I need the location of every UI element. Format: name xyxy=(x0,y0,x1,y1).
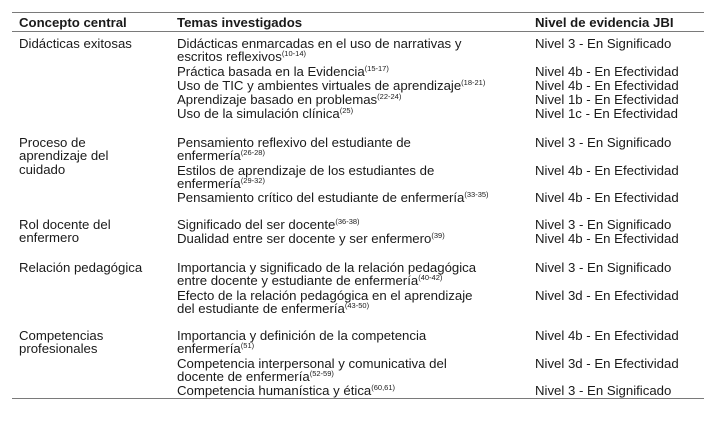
concept-cell xyxy=(19,218,111,245)
reference-superscript: (29-32) xyxy=(240,176,265,186)
theme-text: enfermería xyxy=(177,176,241,192)
evidence-level-cell: Nivel 1b - En Efectividad xyxy=(535,92,679,107)
evidence-level-cell: Nivel 4b - En Efectividad xyxy=(535,163,679,178)
theme-text: Estilos de aprendizaje de los estudiantes de xyxy=(177,163,435,178)
concept-cell xyxy=(19,136,108,176)
theme-line xyxy=(177,65,389,78)
evidence-level-cell: Nivel 4b - En Efectividad xyxy=(535,231,679,246)
reference-superscript: (18-21) xyxy=(461,78,486,87)
theme-text: entre docente y estudiante de enfermería xyxy=(177,273,419,289)
theme-text: Competencia humanística y ética xyxy=(177,383,372,398)
theme-text: Didácticas enmarcadas en el uso de narrativas y xyxy=(177,36,462,51)
theme-cell xyxy=(177,164,434,191)
reference-superscript: (25) xyxy=(339,106,354,115)
concept-line: enfermero xyxy=(19,230,80,246)
header-themes: Temas investigados xyxy=(177,15,303,30)
theme-cell xyxy=(177,218,360,231)
reference-superscript: (51) xyxy=(240,341,255,351)
theme-cell xyxy=(177,191,489,204)
theme-line xyxy=(177,218,360,231)
theme-line xyxy=(177,50,461,63)
theme-text: Importancia y definición de la competencia xyxy=(177,328,427,343)
theme-line xyxy=(177,93,401,106)
theme-line xyxy=(177,289,472,302)
theme-text: del estudiante de enfermería xyxy=(177,301,345,317)
theme-line xyxy=(177,302,472,315)
theme-cell xyxy=(177,357,447,384)
evidence-level-cell: Nivel 3 - En Significado xyxy=(535,383,672,398)
theme-line xyxy=(177,261,476,274)
theme-cell xyxy=(177,93,401,106)
theme-text: Dualidad entre ser docente y ser enfermero xyxy=(177,231,432,246)
theme-line xyxy=(177,191,489,204)
theme-line xyxy=(177,274,476,287)
theme-line xyxy=(177,136,411,149)
theme-line xyxy=(177,37,461,50)
theme-cell xyxy=(177,37,461,64)
theme-cell xyxy=(177,329,426,356)
theme-line xyxy=(177,370,447,383)
concept-line: Rol docente del xyxy=(19,217,111,232)
theme-text: Pensamiento reflexivo del estudiante de xyxy=(177,135,411,150)
theme-text: Práctica basada en la Evidencia xyxy=(177,64,365,79)
theme-line xyxy=(177,329,426,342)
theme-line xyxy=(177,177,434,190)
bottom-rule xyxy=(12,398,704,399)
theme-text: Uso de TIC y ambientes virtuales de aprendizaje xyxy=(177,78,462,93)
concept-line: aprendizaje del xyxy=(19,148,109,164)
evidence-level-cell: Nivel 4b - En Efectividad xyxy=(535,64,679,79)
reference-superscript: (15-17) xyxy=(364,64,389,73)
theme-text: enfermería xyxy=(177,341,241,357)
evidence-level-cell: Nivel 3 - En Significado xyxy=(535,135,672,150)
reference-superscript: (36-38) xyxy=(335,217,360,226)
theme-text: Uso de la simulación clínica xyxy=(177,106,340,121)
concept-line: Proceso de xyxy=(19,135,86,150)
evidence-level-cell: Nivel 3 - En Significado xyxy=(535,217,672,232)
concept-line: Relación pedagógica xyxy=(19,260,143,275)
theme-cell xyxy=(177,232,445,245)
reference-superscript: (39) xyxy=(431,231,445,240)
evidence-level-cell: Nivel 4b - En Efectividad xyxy=(535,78,679,93)
concept-line: profesionales xyxy=(19,341,98,357)
concept-cell xyxy=(19,37,132,50)
theme-line xyxy=(177,384,395,397)
concept-line: Didácticas exitosas xyxy=(19,36,132,51)
reference-superscript: (60,61) xyxy=(371,383,396,392)
theme-line xyxy=(177,164,434,177)
theme-cell xyxy=(177,261,476,288)
reference-superscript: (10-14) xyxy=(281,49,306,59)
theme-line xyxy=(177,149,411,162)
evidence-level-cell: Nivel 3d - En Efectividad xyxy=(535,356,679,371)
theme-text: Efecto de la relación pedagógica en el aprendizaje xyxy=(177,288,473,303)
evidence-level-cell: Nivel 3d - En Efectividad xyxy=(535,288,679,303)
theme-text: Significado del ser docente xyxy=(177,217,336,232)
evidence-level-cell: Nivel 4b - En Efectividad xyxy=(535,190,679,205)
evidence-level-cell: Nivel 4b - En Efectividad xyxy=(535,328,679,343)
theme-text: Competencia interpersonal y comunicativa del xyxy=(177,356,447,371)
theme-cell xyxy=(177,136,411,163)
theme-line xyxy=(177,342,426,355)
reference-superscript: (52-59) xyxy=(309,369,334,379)
evidence-level-cell: Nivel 1c - En Efectividad xyxy=(535,106,678,121)
concept-cell xyxy=(19,329,103,356)
reference-superscript: (22-24) xyxy=(377,92,402,101)
theme-cell xyxy=(177,79,485,92)
theme-line xyxy=(177,79,485,92)
concept-line: Competencias xyxy=(19,328,104,343)
reference-superscript: (33-35) xyxy=(464,190,489,199)
concept-line: cuidado xyxy=(19,161,66,177)
top-rule xyxy=(12,12,704,13)
reference-superscript: (43-50) xyxy=(344,301,370,311)
header-rule xyxy=(12,31,704,32)
theme-cell xyxy=(177,107,353,120)
theme-text: Importancia y significado de la relación pedagógica xyxy=(177,260,477,275)
theme-line xyxy=(177,357,447,370)
theme-text: enfermería xyxy=(177,148,241,164)
evidence-level-cell: Nivel 3 - En Significado xyxy=(535,36,672,51)
header-evidence: Nivel de evidencia JBI xyxy=(535,15,674,30)
reference-superscript: (40-42) xyxy=(418,273,443,283)
theme-text: Aprendizaje basado en problemas xyxy=(177,92,378,107)
theme-cell xyxy=(177,384,395,397)
concept-cell xyxy=(19,261,142,274)
theme-line xyxy=(177,232,445,245)
reference-superscript: (26-28) xyxy=(240,148,265,158)
theme-text: escritos reflexivos xyxy=(177,49,282,65)
theme-cell xyxy=(177,65,389,78)
header-concept: Concepto central xyxy=(19,15,127,30)
theme-text: Pensamiento crítico del estudiante de enfermería xyxy=(177,190,465,205)
theme-cell xyxy=(177,289,472,316)
theme-text: docente de enfermería xyxy=(177,369,310,385)
theme-line xyxy=(177,107,353,120)
evidence-level-cell: Nivel 3 - En Significado xyxy=(535,260,672,275)
